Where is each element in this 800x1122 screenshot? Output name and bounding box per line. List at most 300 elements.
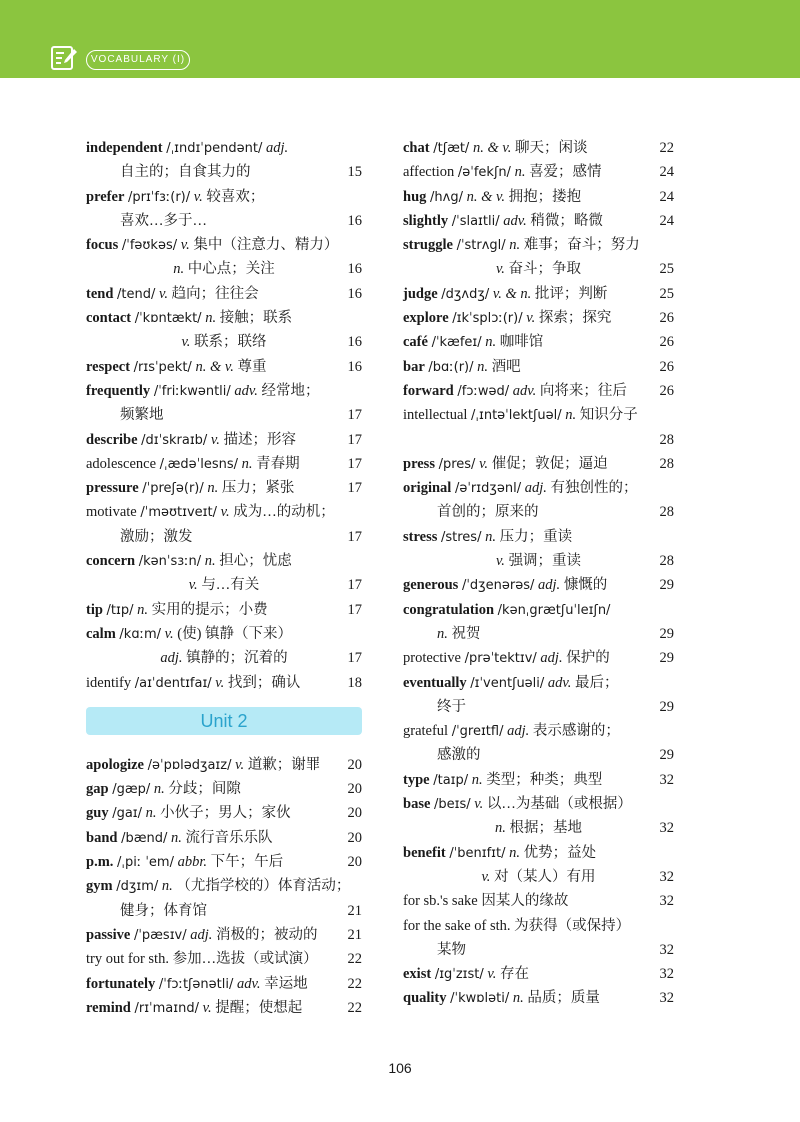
definition: 某物 [437, 941, 466, 958]
part-of-speech: n. [485, 528, 496, 545]
page-ref: 16 [347, 212, 362, 229]
page-ref: 18 [347, 674, 362, 691]
headword: struggle [403, 237, 453, 254]
headword: explore [403, 310, 449, 327]
definition: 健身；体育馆 [120, 902, 207, 919]
vocab-line [403, 914, 674, 938]
headword: frequently [86, 382, 151, 399]
phonetic: /taɪp/ [433, 772, 469, 788]
vocab-line [86, 379, 362, 403]
definition: 找到；确认 [227, 674, 301, 691]
phonetic: /tʃæt/ [433, 141, 470, 156]
phonetic: /prəˈtektɪv/ [464, 651, 537, 667]
part-of-speech: v. [202, 999, 212, 1016]
headword: bar [403, 358, 425, 375]
vocab-line [86, 753, 362, 777]
vocab-list-unit-1 [86, 136, 362, 695]
vocab-line [403, 598, 674, 622]
page-ref: 25 [659, 261, 674, 278]
vocab-line [86, 671, 362, 695]
page-ref: 32 [659, 966, 674, 983]
page-ref: 22 [347, 999, 362, 1016]
definition: 接触；联系 [219, 310, 293, 327]
part-of-speech: v. & n. [492, 285, 532, 302]
definition: 保护的 [566, 650, 610, 667]
part-of-speech: n. [207, 480, 219, 497]
part-of-speech: n. [145, 805, 157, 822]
phonetic: /aɪˈdentɪfaɪ/ [134, 675, 212, 691]
definition: 最后； [575, 674, 619, 691]
vocab-line [403, 573, 674, 597]
headword: judge [403, 285, 438, 302]
page-ref: 29 [659, 650, 674, 667]
vocab-line [86, 233, 362, 257]
definition: 中心点；关注 [187, 261, 275, 278]
definition: 趋向；往往会 [171, 285, 259, 302]
vocab-line [86, 500, 362, 524]
definition: 压力；紧张 [221, 480, 295, 497]
vocab-line [403, 257, 674, 281]
headword-plain: try out for sth. [86, 951, 169, 968]
definition: 小伙子；男人；家伙 [160, 805, 291, 822]
page-ref: 15 [347, 164, 362, 181]
page-ref: 16 [347, 261, 362, 278]
part-of-speech: v. [474, 796, 484, 813]
definition: (使) 镇静（下来） [177, 625, 293, 642]
vocab-line [403, 889, 674, 913]
part-of-speech: v. [526, 310, 536, 327]
phonetic: /gaɪ/ [112, 806, 143, 822]
vocab-line [86, 428, 362, 452]
phonetic: /kənˌgrætʃuˈleɪʃn/ [497, 602, 611, 618]
phonetic: /ˈməʊtɪveɪt/ [140, 505, 217, 521]
definition: 感激的 [437, 747, 481, 764]
definition: 首创的；原来的 [437, 504, 539, 521]
phonetic: /prɪˈfɜː(r)/ [128, 189, 191, 205]
vocab-line [86, 972, 362, 996]
vocab-line [86, 549, 362, 573]
unit-heading: Unit 2 [86, 707, 362, 735]
part-of-speech: n. [437, 625, 448, 642]
phonetic: /beɪs/ [434, 797, 471, 813]
headword: band [86, 829, 118, 846]
headword: contact [86, 310, 132, 327]
phonetic: /tɪp/ [106, 602, 134, 618]
definition: 下午；午后 [210, 854, 284, 871]
definition: 幸运地 [264, 975, 308, 992]
page-ref: 28 [659, 431, 674, 448]
part-of-speech: v. [215, 674, 225, 691]
page-ref: 29 [659, 577, 674, 594]
headword-plain: for sb.'s sake [403, 893, 478, 910]
vocab-line [403, 330, 674, 354]
vocab-line [403, 452, 674, 476]
phonetic: /fɔːwəd/ [457, 383, 510, 399]
page-ref: 20 [347, 781, 362, 798]
headword: remind [86, 999, 131, 1016]
page-ref: 16 [347, 285, 362, 302]
vocab-line [86, 306, 362, 330]
page-ref: 22 [659, 140, 674, 156]
vocab-line [86, 622, 362, 646]
definition: 担心；忧虑 [219, 553, 292, 570]
part-of-speech: n. [170, 829, 182, 846]
headword-plain: identify [86, 674, 132, 691]
page-ref: 28 [659, 504, 674, 521]
vocab-line [86, 899, 362, 923]
phonetic: /ˌɪndɪˈpendənt/ [166, 141, 263, 156]
definition: 稍微；略微 [530, 212, 603, 229]
part-of-speech: v. [495, 261, 505, 278]
page-ref: 24 [659, 164, 674, 181]
vocab-line [86, 403, 362, 427]
page-ref: 16 [347, 358, 362, 375]
definition: 尊重 [237, 358, 267, 375]
definition: 聊天；闲谈 [514, 140, 588, 156]
vocab-line [403, 379, 674, 403]
page-ref: 17 [347, 650, 362, 667]
definition: 成为…的动机； [233, 504, 335, 521]
page-ref: 25 [659, 285, 674, 302]
definition: 批评；判断 [534, 285, 608, 302]
part-of-speech: adv. [234, 382, 258, 399]
headword: congratulation [403, 601, 495, 618]
definition: 品质；质量 [527, 990, 600, 1007]
page-ref: 32 [659, 771, 674, 788]
definition: 经常地； [261, 382, 320, 399]
phonetic: /ˌædəˈlesns/ [159, 456, 238, 472]
headword: base [403, 796, 431, 813]
definition: 为获得（或保持） [514, 917, 631, 934]
vocab-line [403, 136, 674, 160]
phonetic: /bɑː(r)/ [428, 359, 474, 375]
headword: apologize [86, 756, 144, 773]
headword: exist [403, 966, 432, 983]
vocab-line [86, 947, 362, 971]
definition: 难事；奋斗；努力 [523, 237, 640, 254]
definition: 道歉；谢罪 [247, 756, 321, 773]
phonetic: /ˈkæfeɪ/ [431, 335, 482, 351]
definition: 消极的；被动的 [216, 926, 318, 943]
definition: 慷慨的 [563, 577, 608, 594]
part-of-speech: n. [512, 990, 524, 1007]
notebook-pencil-icon [50, 44, 78, 72]
definition: 联系；联络 [194, 334, 267, 351]
vocab-line [86, 996, 362, 1020]
phonetic: /əˈrɪdʒənl/ [454, 481, 522, 497]
definition: 知识分子 [579, 407, 638, 424]
section-badge: VOCABULARY (I) [86, 50, 190, 70]
vocab-line [86, 598, 362, 622]
headword: original [403, 480, 452, 497]
part-of-speech: v. [181, 334, 191, 351]
vocab-line [403, 865, 674, 889]
phonetic: /əˈfekʃn/ [457, 165, 511, 181]
part-of-speech: n. [153, 781, 165, 798]
headword: guy [86, 805, 109, 822]
page-ref: 28 [659, 553, 674, 570]
vocab-line [86, 801, 362, 825]
part-of-speech: v. [210, 431, 220, 448]
part-of-speech: v. [164, 625, 174, 642]
headword: respect [86, 358, 131, 375]
definition: 拥抱；搂抱 [508, 188, 582, 205]
phonetic: /stres/ [441, 529, 482, 545]
headword: passive [86, 926, 131, 943]
vocab-line [403, 695, 674, 719]
vocab-line [86, 209, 362, 233]
headword: quality [403, 990, 447, 1007]
part-of-speech: n. [565, 407, 577, 424]
definition: 与…有关 [201, 577, 260, 594]
definition: 奋斗；争取 [508, 261, 582, 278]
phonetic: /ˈpreʃə(r)/ [142, 481, 204, 497]
part-of-speech: v. [180, 237, 190, 254]
definition: 激励；激发 [120, 528, 193, 545]
part-of-speech: n. & v. [195, 358, 234, 375]
part-of-speech: adv. [547, 674, 572, 691]
definition: 酒吧 [491, 358, 521, 375]
page-ref: 20 [347, 756, 362, 773]
vocab-line [403, 525, 674, 549]
page-ref: 28 [659, 455, 674, 472]
page-ref: 17 [347, 455, 362, 472]
page-ref: 20 [347, 829, 362, 846]
definition: 青春期 [256, 455, 300, 472]
vocab-line [86, 136, 362, 160]
part-of-speech: n. [205, 310, 217, 327]
phonetic: /dʒɪm/ [116, 879, 159, 895]
headword-plain: for the sake of sth. [403, 917, 511, 934]
vocab-line [403, 233, 674, 257]
page-ref: 29 [659, 747, 674, 764]
vocab-list-right [403, 136, 674, 1011]
page-ref: 26 [659, 382, 674, 399]
page-ref: 20 [347, 805, 362, 822]
page-ref: 20 [347, 854, 362, 871]
phonetic: /ˈkɒntækt/ [134, 311, 202, 327]
page-ref: 32 [659, 941, 674, 958]
headword: tend [86, 285, 114, 302]
phonetic: /əˈpɒlədʒaɪz/ [147, 757, 232, 773]
phonetic: /hʌg/ [430, 189, 463, 205]
page-ref: 16 [347, 334, 362, 351]
page-ref: 24 [659, 212, 674, 229]
vocab-line [403, 355, 674, 379]
page-ref: 22 [347, 975, 362, 992]
phonetic: /pres/ [438, 456, 476, 472]
definition: 优势；益处 [523, 844, 597, 861]
definition: 提醒；使想起 [215, 999, 303, 1016]
vocab-line [86, 355, 362, 379]
phonetic: /ɪˈventʃuəli/ [470, 675, 545, 691]
vocab-line [403, 403, 674, 427]
page-ref: 24 [659, 188, 674, 205]
part-of-speech: n. [495, 820, 506, 837]
vocab-line [86, 257, 362, 281]
phonetic: /ˌpiː ˈem/ [117, 855, 174, 871]
vocab-line [86, 330, 362, 354]
phonetic: /dʒʌdʒ/ [441, 286, 490, 302]
phonetic: /rɪsˈpekt/ [133, 359, 192, 375]
definition: 喜爱；感情 [529, 164, 602, 181]
definition: 终于 [437, 698, 466, 715]
definition: 喜欢…多于… [120, 212, 207, 229]
headword-plain: grateful [403, 723, 449, 740]
part-of-speech: adv. [236, 975, 261, 992]
vocab-line [86, 874, 362, 898]
phonetic: /ˈdʒenərəs/ [461, 578, 535, 594]
page-ref: 32 [659, 820, 674, 837]
definition: 向将来；往后 [539, 382, 627, 399]
part-of-speech: n. [204, 553, 216, 570]
part-of-speech: v. [487, 966, 497, 983]
headword: benefit [403, 844, 446, 861]
part-of-speech: v. [220, 504, 230, 521]
vocab-line [86, 525, 362, 549]
vocab-line [403, 816, 674, 840]
phonetic: /ˈgreɪtfl/ [451, 724, 504, 740]
headword: chat [403, 140, 430, 156]
definition: 类型；种类；典型 [486, 771, 603, 788]
definition: 频繁地 [120, 407, 164, 424]
vocab-line [86, 850, 362, 874]
phonetic: /dɪˈskraɪb/ [141, 432, 208, 448]
definition: 强调；重读 [508, 553, 582, 570]
definition: 集中（注意力、精力） [193, 237, 339, 254]
phonetic: /ˈslaɪtli/ [451, 213, 500, 229]
vocab-line [403, 160, 674, 184]
vocab-line [403, 962, 674, 986]
definition: 镇静的；沉着的 [186, 650, 288, 667]
phonetic: /ˈstrʌgl/ [456, 238, 506, 254]
definition: 探索；探究 [538, 310, 612, 327]
vocab-list-unit-2 [86, 753, 362, 1020]
headword: press [403, 455, 435, 472]
vocab-line [403, 185, 674, 209]
headword: eventually [403, 674, 467, 691]
headword: stress [403, 528, 438, 545]
headword: independent [86, 140, 163, 156]
part-of-speech: adj. [190, 926, 213, 943]
phonetic: /ˈpæsɪv/ [133, 927, 187, 943]
definition: 催促；敦促；逼迫 [491, 455, 608, 472]
phonetic: /bænd/ [121, 830, 168, 846]
vocab-line [86, 476, 362, 500]
page-ref: 17 [347, 577, 362, 594]
headword-plain: adolescence [86, 455, 157, 472]
part-of-speech: n. [485, 334, 497, 351]
page-ref: 21 [347, 926, 362, 943]
page-ref: 29 [659, 698, 674, 715]
definition: 以…为基础（或根据） [486, 796, 632, 813]
part-of-speech: v. [235, 756, 245, 773]
part-of-speech: v. [159, 285, 169, 302]
part-of-speech: n. & v. [472, 140, 512, 156]
part-of-speech: v. [479, 455, 489, 472]
vocab-line [86, 452, 362, 476]
phonetic: /ˈfriːkwəntli/ [153, 383, 231, 399]
headword: focus [86, 237, 119, 254]
vocab-line [403, 841, 674, 865]
definition: 实用的提示；小费 [151, 601, 268, 618]
page-ref: 22 [347, 951, 362, 968]
part-of-speech: v. [495, 553, 505, 570]
phonetic: /kɑːm/ [119, 626, 162, 642]
vocab-line [86, 185, 362, 209]
part-of-speech: n. [471, 771, 483, 788]
phonetic: /gæp/ [112, 782, 151, 798]
phonetic: /ɪkˈsplɔː(r)/ [452, 311, 523, 327]
vocab-line [403, 768, 674, 792]
phonetic: /ˈfəʊkəs/ [121, 238, 178, 254]
page-number: 106 [388, 1060, 412, 1076]
page-ref: 17 [347, 407, 362, 424]
phonetic: /ɪgˈzɪst/ [434, 967, 484, 983]
part-of-speech: n. [241, 455, 253, 472]
page-ref: 26 [659, 358, 674, 375]
headword: slightly [403, 212, 449, 229]
part-of-speech: adv. [512, 382, 537, 399]
vocab-line [403, 428, 674, 452]
headword-plain: intellectual [403, 407, 468, 424]
headword-plain: protective [403, 650, 461, 667]
definition: （尤指学校的）体育活动； [176, 878, 351, 895]
headword: gap [86, 781, 109, 798]
headword: forward [403, 382, 454, 399]
vocab-line [86, 777, 362, 801]
part-of-speech: n. [137, 601, 148, 618]
phonetic: /rɪˈmaɪnd/ [134, 1000, 199, 1016]
definition: 流行音乐乐队 [185, 829, 273, 846]
headword-plain: motivate [86, 504, 137, 521]
definition: 因某人的缘故 [481, 893, 569, 910]
part-of-speech: n. [161, 878, 173, 895]
vocab-line [403, 743, 674, 767]
phonetic: /kənˈsɜːn/ [138, 554, 202, 570]
page-ref: 17 [347, 528, 362, 545]
vocab-line [86, 573, 362, 597]
part-of-speech: n. [477, 358, 489, 375]
part-of-speech: adj. [524, 480, 547, 497]
vocab-line [86, 646, 362, 670]
phonetic: /ˈbenɪfɪt/ [449, 845, 506, 861]
vocab-line [403, 646, 674, 670]
part-of-speech: n. & v. [466, 188, 505, 205]
page-ref: 29 [659, 625, 674, 642]
headword: type [403, 771, 430, 788]
headword-plain: affection [403, 164, 455, 181]
part-of-speech: adv. [503, 212, 527, 229]
vocab-line [403, 476, 674, 500]
vocab-line [403, 986, 674, 1010]
page-ref: 21 [347, 902, 362, 919]
part-of-speech: n. [509, 237, 521, 254]
headword: prefer [86, 188, 125, 205]
headword: hug [403, 188, 427, 205]
vocab-line [403, 549, 674, 573]
part-of-speech: adj. [540, 650, 563, 667]
headword: café [403, 334, 428, 351]
headword: tip [86, 601, 103, 618]
part-of-speech: adj. [538, 577, 561, 594]
vocab-line [403, 622, 674, 646]
phonetic: /tend/ [117, 286, 156, 302]
page-ref: 26 [659, 334, 674, 351]
vocab-line [86, 923, 362, 947]
part-of-speech: n. [509, 844, 520, 861]
vocab-line [403, 938, 674, 962]
